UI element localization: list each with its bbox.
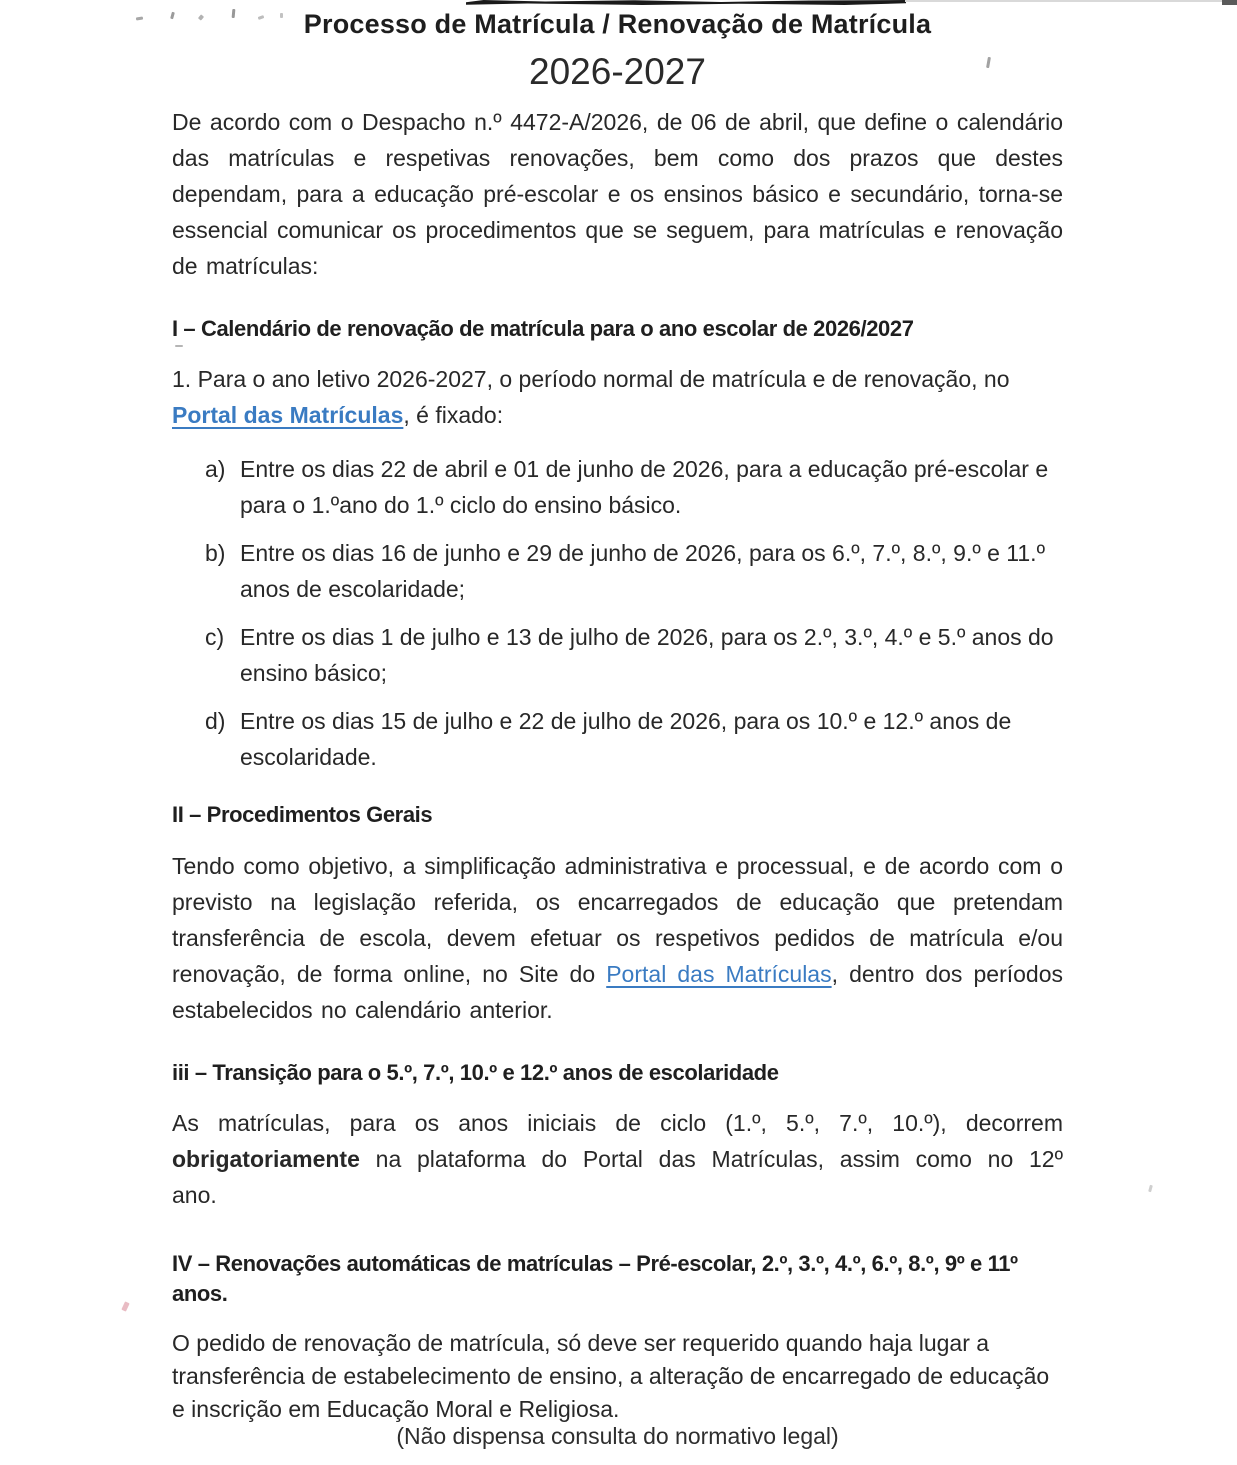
section-3-paragraph: [172, 1105, 1063, 1213]
scan-speck-pink: [121, 1301, 129, 1311]
list-item-marker: a): [205, 456, 226, 483]
paragraph-text: , dentro dos períodos estabelecidos no calendário anterior.: [172, 960, 1064, 1023]
paragraph-text: , é fixado:: [403, 402, 504, 429]
scan-speck: [136, 17, 143, 21]
list-item: [172, 535, 1063, 607]
list-item: [172, 451, 1063, 523]
scan-artifact-corner-mark: [1222, 0, 1237, 5]
list-item: [172, 619, 1063, 691]
intro-paragraph: De acordo com o Despacho n.º 4472-A/2026, de 06 de abril, que define o calendário das matrículas e respetivas renovações, bem como dos prazos que destes dependam, para a educação pré-escolar e os ensinos básico e secundário, torna-se essencial comunicar os procedimentos que se seguem, para matrículas e renovação de matrículas:: [172, 109, 1063, 279]
footer-note: (Não dispensa consulta do normativo legal): [396, 1423, 839, 1449]
document-title: Processo de Matrícula / Renovação de Matrícula: [303, 9, 932, 39]
scan-artifact-top-line: [905, 0, 1223, 2]
portal-matriculas-link[interactable]: Portal das Matrículas: [606, 960, 832, 987]
calendar-list: [172, 451, 1063, 775]
scan-speck: [1148, 1185, 1153, 1193]
section-4-paragraph: O pedido de renovação de matrícula, só deve ser requerido quando haja lugar a transferência de estabelecimento de ensino, a alteração de encarregado de educação e inscrição em Educação Moral e Religiosa.: [172, 1330, 1050, 1422]
school-year-subtitle: 2026-2027: [529, 51, 706, 92]
paragraph-text: na plataforma do Portal das Matrículas, assim como no 12º ano.: [172, 1145, 1063, 1208]
list-item-text: Entre os dias 1 de julho e 13 de julho de 2026, para os 2.º, 3.º, 4.º e 5.º anos do ensino básico;: [240, 624, 1054, 687]
list-item-text: Entre os dias 15 de julho e 22 de julho de 2026, para os 10.º e 12.º anos de escolaridade.: [240, 708, 1012, 771]
section-2-paragraph: [172, 848, 1063, 1028]
list-item-marker: c): [205, 624, 225, 651]
section-2-heading: II – Procedimentos Gerais: [172, 802, 433, 828]
paragraph-text: As matrículas, para os anos iniciais de ciclo (1.º, 5.º, 7.º, 10.º), decorrem: [172, 1109, 1063, 1136]
list-item: [172, 703, 1063, 775]
section-3-heading: iii – Transição para o 5.º, 7.º, 10.º e 12.º anos de escolaridade: [172, 1059, 779, 1085]
scan-artifact-top-bar: [466, 0, 906, 5]
paragraph-text: 1. Para o ano letivo 2026-2027, o período normal de matrícula e de renovação, no: [172, 366, 1010, 393]
list-item-marker: b): [205, 540, 226, 567]
list-item-text: Entre os dias 22 de abril e 01 de junho de 2026, para a educação pré-escolar e para o 1.ºano do 1.º ciclo do ensino básico.: [240, 456, 1049, 519]
paragraph-text: Tendo como objetivo, a simplificação administrativa e processual, e de acordo com o previsto na legislação referida, os encarregados de educação que pretendam transferência de escola, devem efetuar os respetivos pedidos de matrícula e/ou renovação, de forma online, no Site do: [172, 852, 1063, 987]
list-item-text: Entre os dias 16 de junho e 29 de junho de 2026, para os 6.º, 7.º, 8.º, 9.º e 11.º anos de escolaridade;: [240, 540, 1045, 603]
scan-speck: [175, 345, 183, 347]
portal-matriculas-link[interactable]: Portal das Matrículas: [172, 402, 404, 429]
section-1-heading: I – Calendário de renovação de matrícula para o ano escolar de 2026/2027: [172, 316, 914, 341]
list-item-marker: d): [205, 708, 226, 735]
section-4-heading: IV – Renovações automáticas de matrículas – Pré-escolar, 2.º, 3.º, 4.º, 6.º, 8.º, 9º e 11º anos.: [172, 1250, 1018, 1306]
scan-speck: [280, 13, 283, 18]
emphasis-text: obrigatoriamente: [172, 1145, 360, 1172]
section-1-paragraph: [172, 361, 1063, 433]
